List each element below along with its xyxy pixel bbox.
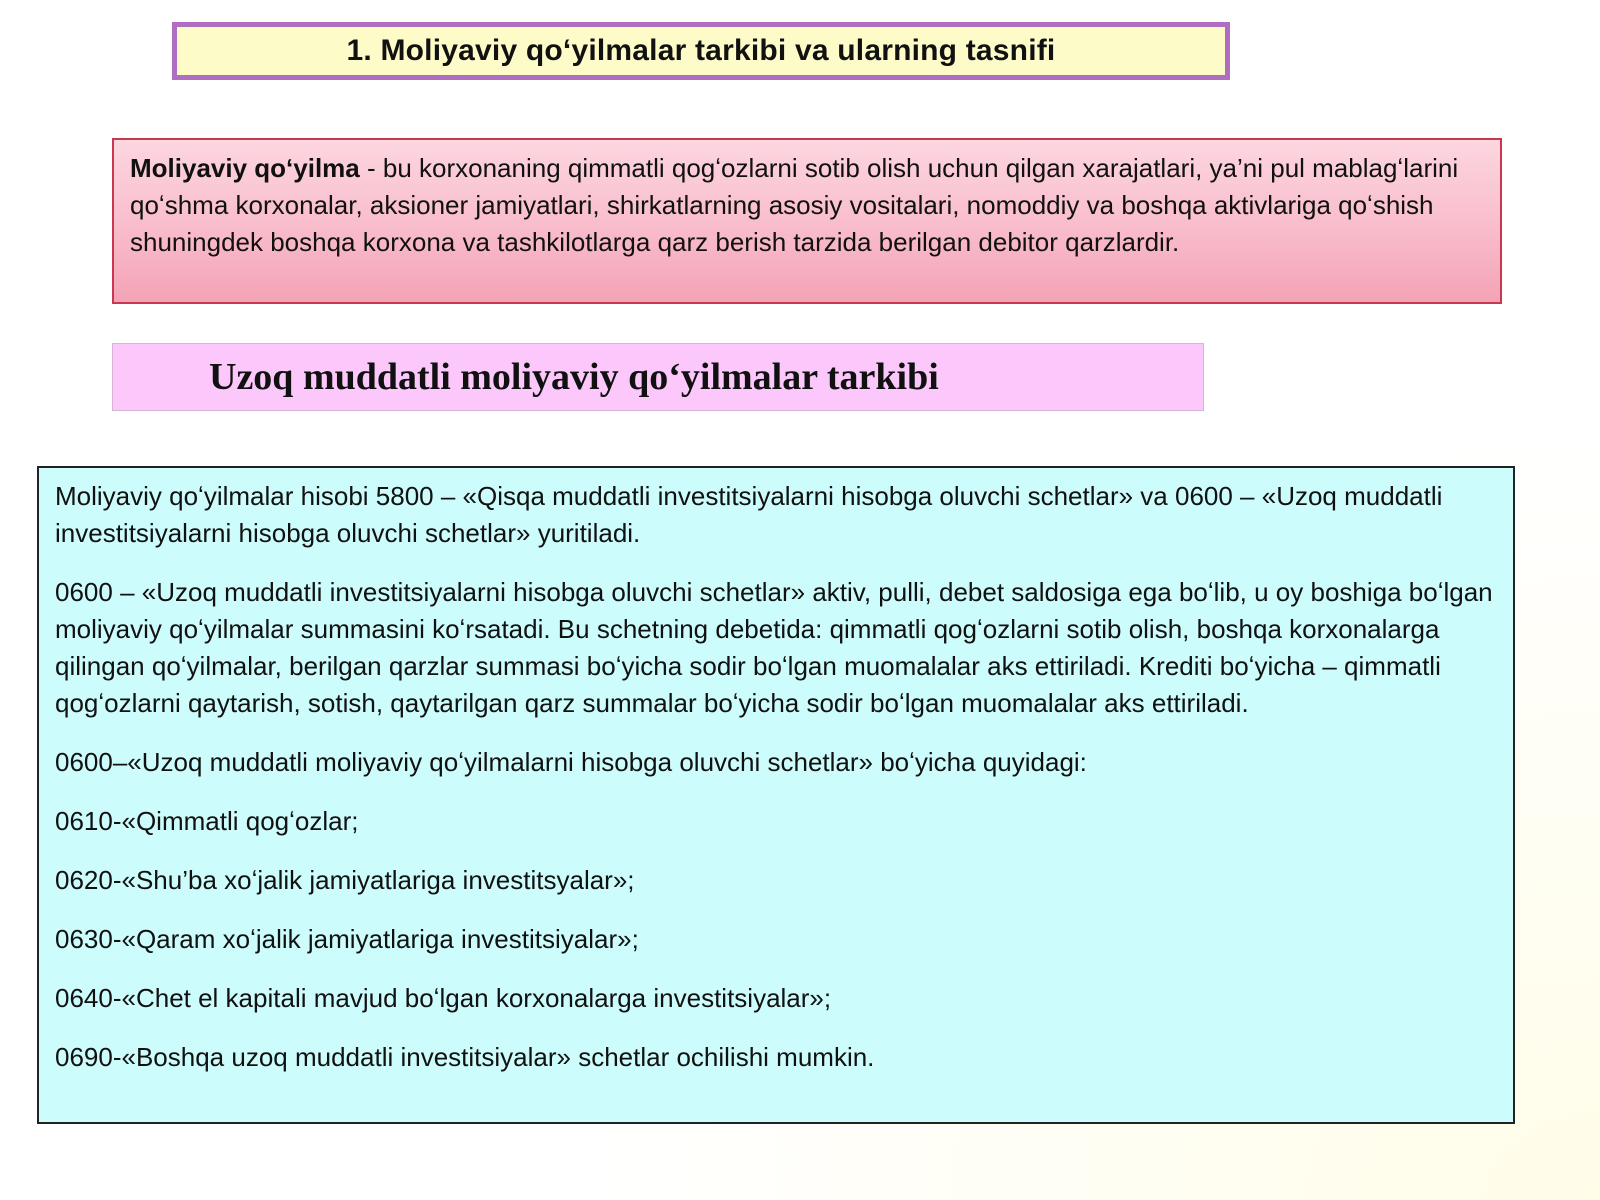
content-paragraph: 0600 – «Uzoq muddatli investitsiyalarni hisobga oluvchi schetlar» aktiv, pulli, debet saldosiga ega boʻlib, u oy boshiga boʻlgan moliyaviy qoʻyilmalar summasini koʻrsatadi. Bu schetning debetida: qimmatli qogʻozlarni sotib olish, boshqa korxonalarga qilingan qoʻyilmalar, berilgan qarzlar summasi boʻyicha sodir boʻlgan muomalalar aks ettiriladi. Krediti boʻyicha – qimmatli qogʻozlarni qaytarish, sotish, qaytarilgan qarz summalar boʻyicha sodir boʻlgan muomalalar aks ettiriladi. [55, 577, 1493, 718]
content-paragraph: 0600–«Uzoq muddatli moliyaviy qoʻyilmalarni hisobga oluvchi schetlar» boʻyicha quyidagi: [55, 747, 1087, 777]
definition-term: Moliyaviy qoʻyilma [130, 153, 360, 183]
subtitle-banner [112, 343, 1204, 411]
definition-box [112, 138, 1502, 304]
account-item: 0630-«Qaram xoʻjalik jamiyatlariga investitsiyalar»; [55, 924, 639, 954]
content-paragraph: Moliyaviy qoʻyilmalar hisobi 5800 – «Qisqa muddatli investitsiyalarni hisobga oluvchi schetlar» va 0600 – «Uzoq muddatli investitsiyalarni hisobga oluvchi schetlar» yuritiladi. [55, 481, 1443, 548]
account-item: 0690-«Boshqa uzoq muddatli investitsiyalar» schetlar ochilishi mumkin. [55, 1042, 875, 1072]
accounts-content-box [37, 466, 1515, 1124]
definition-text: - bu korxonaning qimmatli qogʻozlarni sotib olish uchun qilgan xarajatlari, ya’ni pul mablagʻlarini qoʻshma korxonalar, aksioner jamiyatlari, shirkatlarning asosiy vositalari, nomoddiy va boshqa aktivlariga qoʻshish shuningdek boshqa korxona va tashkilotlarga qarz berish tarzida berilgan debitor qarzlardir. [130, 153, 1459, 257]
section-subtitle: Uzoq muddatli moliyaviy qoʻyilmalar tarkibi [209, 356, 939, 398]
account-item: 0640-«Chet el kapitali mavjud boʻlgan korxonalarga investitsiyalar»; [55, 983, 832, 1013]
account-item: 0610-«Qimmatli qogʻozlar; [55, 806, 359, 836]
account-item: 0620-«Shu’ba xoʻjalik jamiyatlariga investitsyalar»; [55, 865, 635, 895]
slide-title: 1. Moliyaviy qoʻyilmalar tarkibi va ularning tasnifi [346, 34, 1056, 67]
title-banner [172, 22, 1230, 80]
